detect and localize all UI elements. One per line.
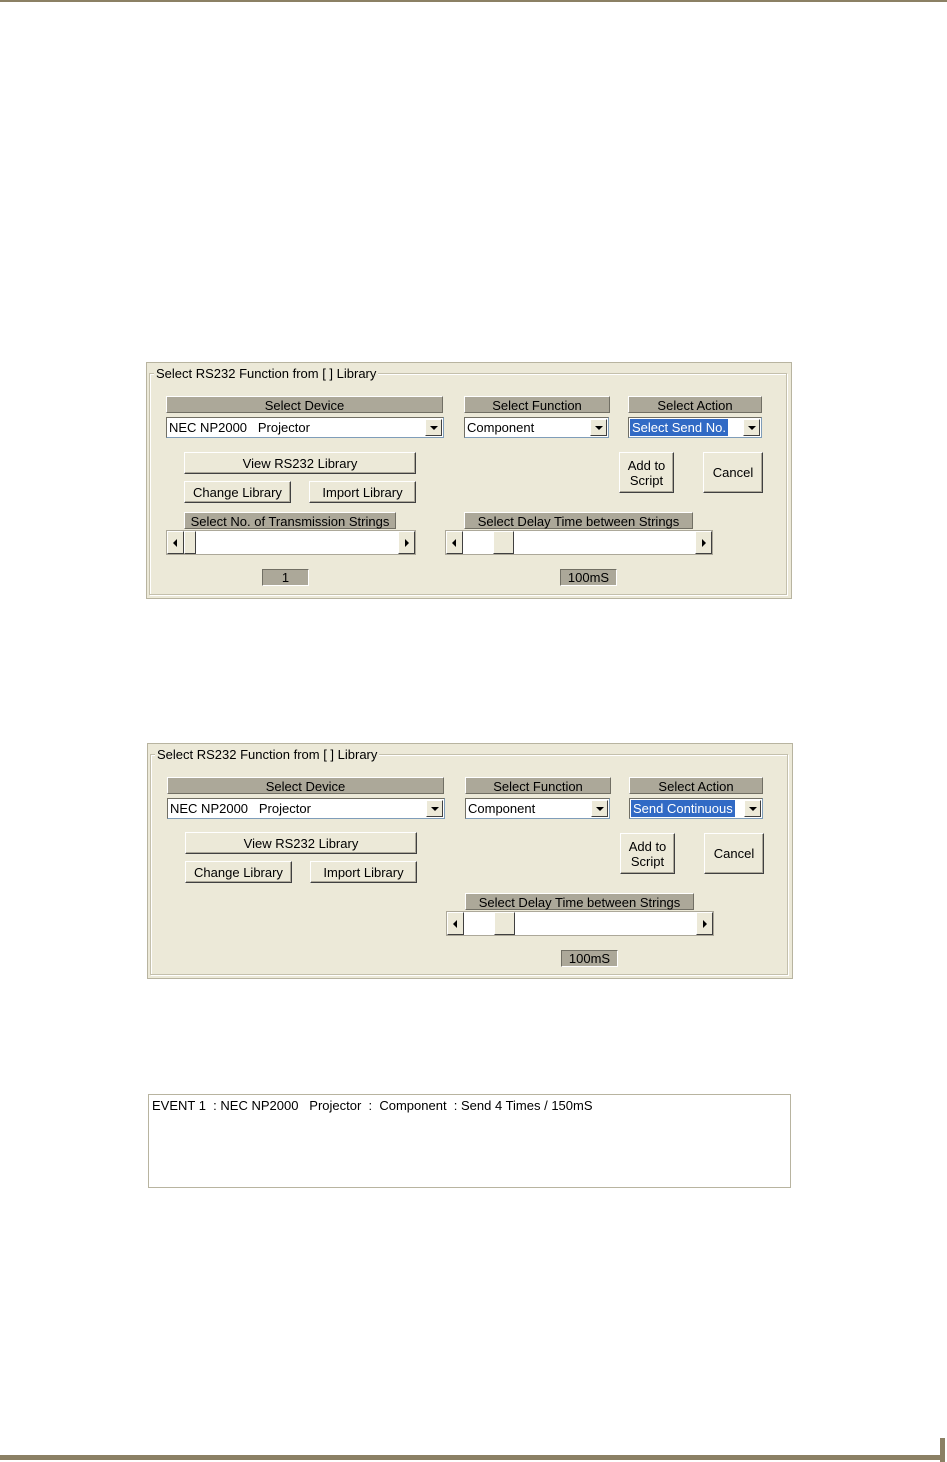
- top-rule: [0, 0, 947, 2]
- group-title: Select RS232 Function from [ ] Library: [157, 747, 378, 762]
- cancel-button[interactable]: Cancel: [703, 452, 763, 493]
- transmission-count-readout: 1: [262, 569, 309, 586]
- add-to-script-button[interactable]: Add to Script: [619, 452, 674, 493]
- function-value: Component: [467, 420, 535, 435]
- select-function-header: Select Function: [464, 396, 610, 413]
- group-title: Select RS232 Function from [ ] Library: [156, 366, 377, 381]
- select-action-header: Select Action: [628, 396, 762, 413]
- rs232-dialog-send-continuous: [147, 743, 793, 979]
- delay-time-readout: 100mS: [560, 569, 617, 586]
- device-value: NEC NP2000 Projector: [169, 420, 310, 435]
- scroll-left-icon[interactable]: [446, 531, 463, 554]
- chevron-down-icon[interactable]: [590, 419, 607, 436]
- function-combo[interactable]: [464, 417, 609, 438]
- transmission-strings-header: Select No. of Transmission Strings: [184, 512, 396, 529]
- action-combo[interactable]: [628, 417, 762, 438]
- import-library-button[interactable]: Import Library: [310, 861, 417, 883]
- delay-time-readout: 100mS: [561, 950, 618, 967]
- select-device-header: Select Device: [166, 396, 443, 413]
- scroll-thumb[interactable]: [493, 531, 514, 554]
- device-value: NEC NP2000 Projector: [170, 801, 311, 816]
- scroll-thumb[interactable]: [184, 531, 196, 554]
- chevron-down-icon[interactable]: [426, 800, 443, 817]
- action-combo[interactable]: [629, 798, 763, 819]
- function-value: Component: [468, 801, 536, 816]
- transmission-strings-scrollbar[interactable]: [166, 530, 416, 555]
- chevron-down-icon[interactable]: [743, 419, 760, 436]
- select-action-header: Select Action: [629, 777, 763, 794]
- bottom-rule: [0, 1455, 940, 1460]
- scroll-right-icon[interactable]: [696, 912, 713, 935]
- action-value: Select Send No.: [632, 420, 726, 435]
- chevron-down-icon[interactable]: [591, 800, 608, 817]
- change-library-button[interactable]: Change Library: [185, 861, 292, 883]
- scroll-left-icon[interactable]: [167, 531, 184, 554]
- select-function-header: Select Function: [465, 777, 611, 794]
- device-combo[interactable]: [166, 417, 444, 438]
- action-value: Send Continuous: [633, 801, 733, 816]
- bottom-rule-tick: [940, 1438, 945, 1462]
- delay-time-header: Select Delay Time between Strings: [464, 512, 693, 529]
- device-combo[interactable]: [167, 798, 445, 819]
- cancel-button[interactable]: Cancel: [704, 833, 764, 874]
- scroll-thumb[interactable]: [494, 912, 515, 935]
- delay-time-scrollbar[interactable]: [446, 911, 714, 936]
- change-library-button[interactable]: Change Library: [184, 481, 291, 503]
- view-library-button[interactable]: View RS232 Library: [184, 452, 416, 474]
- scroll-right-icon[interactable]: [398, 531, 415, 554]
- function-combo[interactable]: [465, 798, 610, 819]
- select-device-header: Select Device: [167, 777, 444, 794]
- scroll-right-icon[interactable]: [695, 531, 712, 554]
- scroll-left-icon[interactable]: [447, 912, 464, 935]
- event-list[interactable]: [148, 1094, 791, 1188]
- chevron-down-icon[interactable]: [744, 800, 761, 817]
- event-list-item[interactable]: EVENT 1 : NEC NP2000 Projector : Component : Send 4 Times / 150mS: [152, 1098, 593, 1113]
- delay-time-scrollbar[interactable]: [445, 530, 713, 555]
- view-library-button[interactable]: View RS232 Library: [185, 832, 417, 854]
- delay-time-header: Select Delay Time between Strings: [465, 893, 694, 910]
- rs232-dialog-send-no: [146, 362, 792, 599]
- add-to-script-button[interactable]: Add to Script: [620, 833, 675, 874]
- import-library-button[interactable]: Import Library: [309, 481, 416, 503]
- chevron-down-icon[interactable]: [425, 419, 442, 436]
